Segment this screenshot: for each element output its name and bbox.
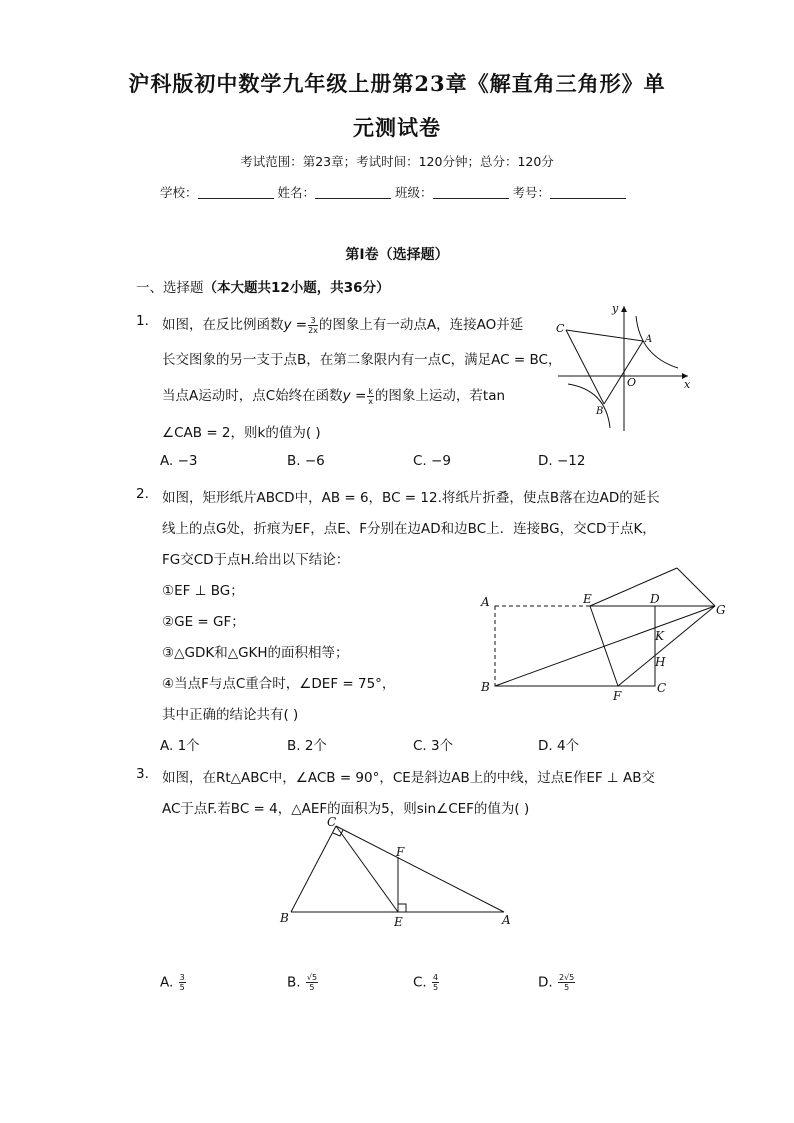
question-2-prompt: 其中正确的结论共有( ) (162, 707, 299, 723)
q3-b-num: √5 (306, 973, 318, 982)
q2-label-c: C (657, 681, 667, 695)
question-2-line1: 如图，矩形纸片ABCD中，AB = 6，BC = 12.将纸片折叠，使点B落在边AD的延长 (162, 490, 660, 506)
q2-label-b: B (481, 680, 490, 694)
q2-option-c[interactable]: C. 3个 (413, 738, 454, 754)
school-label: 学校： (160, 185, 198, 200)
section-heading (136, 276, 390, 296)
q3-label-e: E (394, 915, 403, 929)
q1-label-a: A (645, 334, 653, 345)
q2-label-a: A (481, 595, 490, 609)
question-2-conclusion-2: ②GE = GF； (162, 614, 245, 630)
q3-label-b: B (280, 911, 289, 925)
question-2-conclusion-3: ③△GDK和△GKH的面积相等； (162, 645, 349, 661)
q1-label-x: x (684, 378, 691, 391)
q3-option-b-fraction (306, 973, 318, 992)
q3-option-a-fraction (179, 973, 186, 992)
question-1-figure (548, 296, 708, 436)
q3-option-d[interactable] (538, 973, 576, 992)
q3-option-c-letter: C. (413, 974, 427, 991)
student-fields (160, 183, 626, 201)
exam-no-label: 考号： (512, 185, 551, 200)
q1-formula1: y = (283, 317, 308, 333)
q1-label-b: B (596, 406, 604, 417)
q3-d-num: 2√5 (558, 973, 575, 982)
q1-text-b: 的图象上有一动点A，连接AO并延 (318, 317, 524, 333)
exam-no-blank[interactable] (550, 186, 626, 199)
page-title-line1: 沪科版初中数学九年级上册第23章《解直角三角形》单 (128, 71, 666, 96)
q3-a-num: 3 (179, 973, 185, 982)
q3-option-a[interactable] (160, 973, 187, 992)
q1-text-c: 当点A运动时，点C始终在函数 (162, 388, 343, 404)
q3-b-den: 5 (309, 983, 315, 992)
question-2-figure (475, 560, 735, 705)
section-heading-detail: （本大题共12小题，共36分） (203, 280, 390, 296)
q1-frac2-den: x (368, 396, 373, 406)
q2-label-g: G (716, 603, 726, 617)
question-1-line4: ∠CAB = 2，则k的值为( ) (162, 425, 321, 441)
q1-option-d[interactable]: D. −12 (538, 453, 586, 469)
q1-fraction2 (367, 387, 374, 406)
q1-text-a: 如图，在反比例函数 (162, 317, 284, 333)
q1-text-d: 的图象上运动，若tan (374, 388, 506, 404)
q1-label-o: O (627, 376, 637, 389)
q3-a-den: 5 (179, 983, 185, 992)
question-3-line2: AC于点F.若BC = 4，△AEF的面积为5，则sin∠CEF的值为( ) (162, 801, 530, 817)
q3-label-c: C (327, 815, 337, 829)
q3-option-d-fraction (558, 973, 575, 992)
section-heading-prefix: 一、选择题 (136, 280, 204, 296)
q2-label-h: H (655, 655, 666, 669)
q2-option-d[interactable]: D. 4个 (538, 738, 580, 754)
name-label: 姓名： (277, 185, 316, 200)
q3-option-c-fraction (432, 973, 439, 992)
name-blank[interactable] (315, 186, 391, 199)
class-label: 班级： (395, 185, 433, 200)
q3-c-den: 5 (433, 983, 439, 992)
q3-label-f: F (396, 845, 405, 859)
question-2-line2: 线上的点G处，折痕为EF，点E、F分别在边AD和边BC上．连接BG，交CD于点K， (162, 521, 656, 537)
q3-option-b[interactable] (287, 973, 319, 992)
question-1-line3 (162, 384, 505, 406)
school-blank[interactable] (198, 186, 274, 199)
q1-option-b[interactable]: B. −6 (287, 453, 325, 469)
q1-frac1-num: 3 (308, 316, 318, 326)
q2-option-b[interactable]: B. 2个 (287, 738, 327, 754)
q1-label-y: y (612, 302, 619, 315)
q1-fraction1 (308, 316, 318, 335)
q3-option-d-letter: D. (538, 974, 553, 991)
exam-info: 考试范围：第23章；考试时间：120分钟；总分：120分 (240, 154, 554, 169)
q2-label-e: E (583, 592, 592, 606)
q3-option-c[interactable] (413, 973, 440, 992)
question-1-line2: 长交图象的另一支于点B，在第二象限内有一点C，满足AC = BC， (162, 352, 562, 368)
q3-option-a-letter: A. (160, 974, 174, 991)
question-1-number: 1. (136, 313, 149, 329)
q1-label-c: C (556, 322, 565, 335)
q2-label-k: K (655, 629, 664, 643)
question-3-figure (276, 812, 516, 932)
question-2-conclusion-4: ④当点F与点C重合时，∠DEF = 75°， (162, 676, 396, 692)
q3-d-den: 5 (564, 983, 570, 992)
q1-frac2-num: k (368, 386, 373, 396)
q3-c-num: 4 (433, 973, 439, 982)
question-1-line1 (162, 313, 523, 335)
q1-frac1-den: 2x (308, 325, 318, 335)
question-2-number: 2. (136, 486, 149, 502)
page-title-line2: 元测试卷 (353, 115, 441, 140)
q1-option-c[interactable]: C. −9 (413, 453, 451, 469)
question-3-number: 3. (136, 766, 149, 782)
q1-formula2: y = (342, 388, 367, 404)
question-2-line3: FG交CD于点H.给出以下结论： (162, 552, 350, 568)
q1-option-a[interactable]: A. −3 (160, 453, 198, 469)
q3-option-b-letter: B. (287, 974, 301, 991)
q2-label-d: D (650, 592, 660, 606)
question-2-conclusion-1: ①EF ⊥ BG； (162, 583, 244, 599)
question-3-line1: 如图，在Rt△ABC中，∠ACB = 90°，CE是斜边AB上的中线，过点E作EF ⊥ AB交 (162, 770, 655, 786)
volume-title: 第I卷（选择题） (345, 247, 449, 263)
class-blank[interactable] (433, 186, 509, 199)
q3-label-a: A (502, 913, 511, 927)
q2-label-f: F (613, 689, 622, 703)
q2-option-a[interactable]: A. 1个 (160, 738, 200, 754)
